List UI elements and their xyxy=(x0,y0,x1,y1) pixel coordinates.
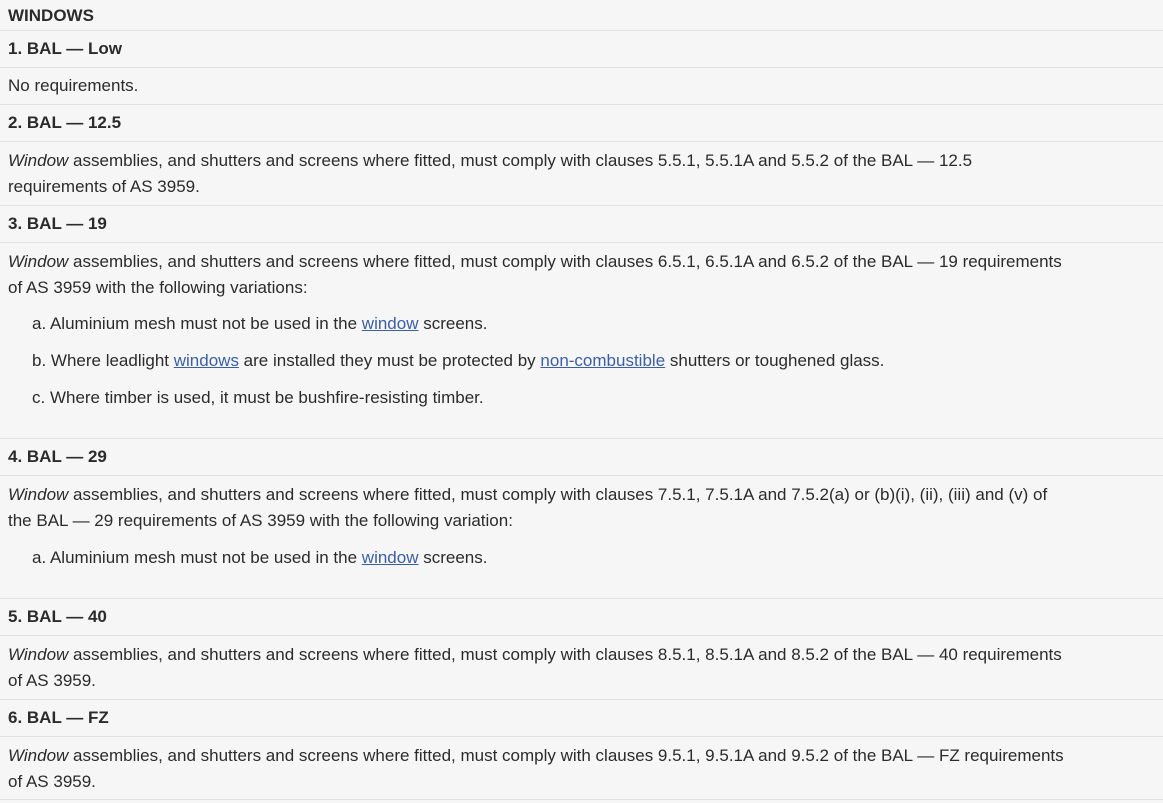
heading-text: 3. BAL — 19 xyxy=(8,214,107,233)
window-term: Window xyxy=(8,746,69,765)
body-text: No requirements. xyxy=(8,76,139,95)
section-body-bal-12-5 xyxy=(0,142,1163,206)
section-heading-bal-low xyxy=(0,31,1163,68)
section-body-bal-29 xyxy=(0,476,1163,599)
list-item-a xyxy=(8,311,1155,337)
body-text: assemblies, and shutters and screens where fitted, must comply with clauses 6.5.1, 6.5.1A and 6.5.2 of the BAL — 19 requirements xyxy=(68,252,1062,271)
list-item-b xyxy=(8,348,1155,374)
body-line-2: the BAL — 29 requirements of AS 3959 with the following variation: xyxy=(8,511,513,530)
body-line-1 xyxy=(8,482,1155,508)
section-heading-bal-fz xyxy=(0,700,1163,737)
item-text: a. Aluminium mesh must not be used in the xyxy=(32,548,362,567)
section-body-bal-19 xyxy=(0,243,1163,439)
window-term: Window xyxy=(8,151,69,170)
section-body-bal-fz xyxy=(0,737,1163,800)
body-line-2: requirements of AS 3959. xyxy=(8,177,200,196)
body-line-1 xyxy=(8,249,1155,275)
window-term: Window xyxy=(8,485,69,504)
body-text: assemblies, and shutters and screens where fitted, must comply with clauses 8.5.1, 8.5.1A and 8.5.2 of the BAL — 40 requirements xyxy=(68,645,1062,664)
table-title-row xyxy=(0,0,1163,31)
body-line-2: of AS 3959. xyxy=(8,671,96,690)
body-line-1 xyxy=(8,743,1155,769)
window-link[interactable]: window xyxy=(361,314,419,333)
window-term: Window xyxy=(8,252,69,271)
heading-text: 2. BAL — 12.5 xyxy=(8,113,122,132)
section-body-bal-low xyxy=(0,68,1163,105)
item-text: are installed they must be protected by xyxy=(238,351,541,370)
body-line-1 xyxy=(8,642,1155,668)
window-term: Window xyxy=(8,645,69,664)
body-line-1 xyxy=(8,148,1155,174)
heading-text: 4. BAL — 29 xyxy=(8,447,107,466)
body-text: assemblies, and shutters and screens where fitted, must comply with clauses 5.5.1, 5.5.1A and 5.5.2 of the BAL — 12.5 xyxy=(68,151,973,170)
item-text: screens. xyxy=(418,314,488,333)
item-text: screens. xyxy=(418,548,488,567)
heading-text: 1. BAL — Low xyxy=(8,39,122,58)
body-line-2: of AS 3959 with the following variations: xyxy=(8,278,308,297)
section-heading-bal-29 xyxy=(0,439,1163,476)
non-combustible-link[interactable]: non-combustible xyxy=(540,351,666,370)
body-line-2: of AS 3959. xyxy=(8,772,96,791)
section-heading-bal-19 xyxy=(0,206,1163,243)
body-text: assemblies, and shutters and screens where fitted, must comply with clauses 9.5.1, 9.5.1A and 9.5.2 of the BAL — FZ requirements xyxy=(68,746,1064,765)
heading-text: 5. BAL — 40 xyxy=(8,607,107,626)
section-heading-bal-12-5 xyxy=(0,105,1163,142)
item-text: shutters or toughened glass. xyxy=(665,351,885,370)
table-title: WINDOWS xyxy=(8,6,94,25)
list-item-c: c. Where timber is used, it must be bushfire-resisting timber. xyxy=(32,388,484,407)
list-item-a xyxy=(8,545,1155,571)
window-link[interactable]: window xyxy=(361,548,419,567)
item-text: a. Aluminium mesh must not be used in the xyxy=(32,314,362,333)
windows-link[interactable]: windows xyxy=(173,351,239,370)
section-body-bal-40 xyxy=(0,636,1163,700)
body-text: assemblies, and shutters and screens where fitted, must comply with clauses 7.5.1, 7.5.1A and 7.5.2(a) or (b)(i), (ii), (iii) and (v) of xyxy=(68,485,1048,504)
item-text: b. Where leadlight xyxy=(32,351,174,370)
section-heading-bal-40 xyxy=(0,599,1163,636)
heading-text: 6. BAL — FZ xyxy=(8,708,109,727)
